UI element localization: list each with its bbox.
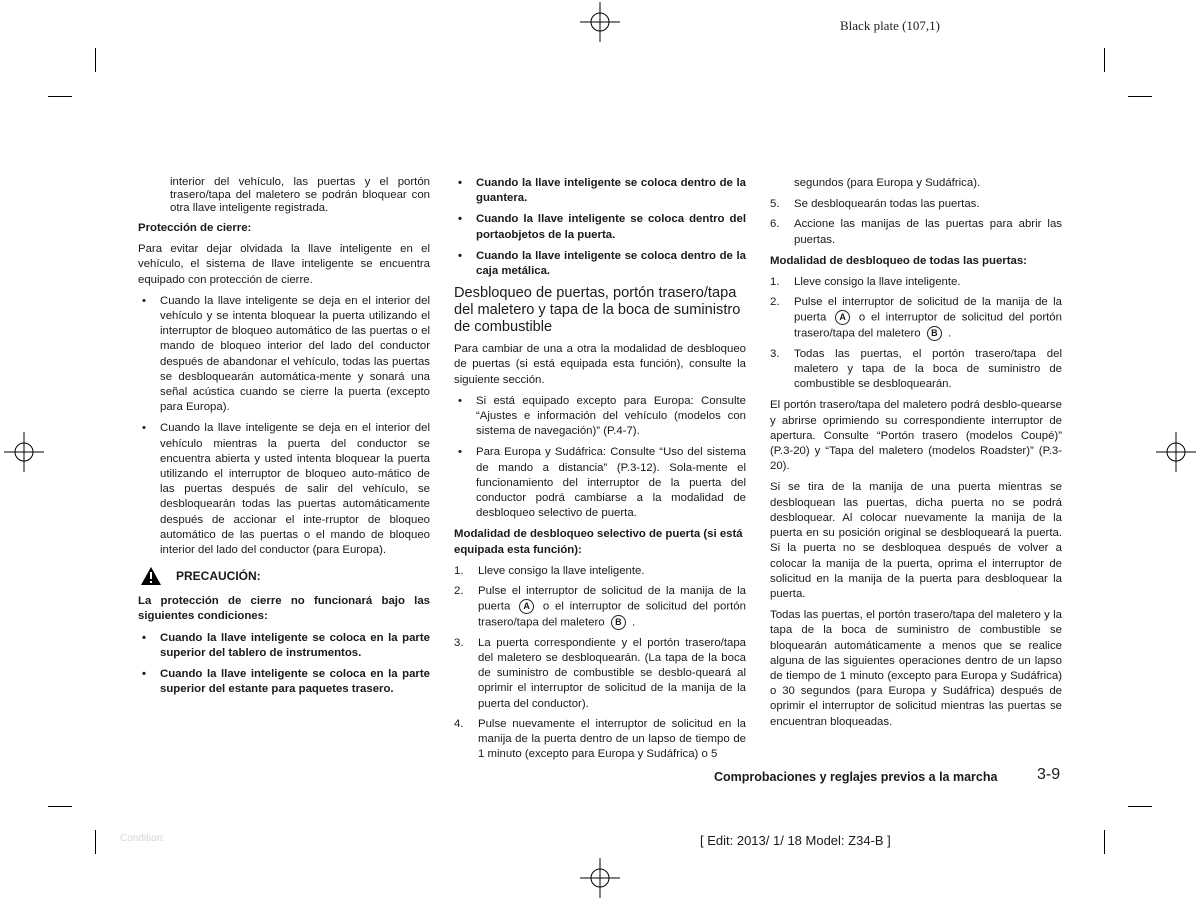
paragraph: Si se tira de la manija de una puerta mientras se desbloquean las puertas, dicha puerta no se podrá desbloquear. Al colocar nuevamente la manija de la puerta en su posición original se desbloqueará la puerta. Si la puerta no se desbloquea después de volver a colocar la manija de la puerta, oprima el interruptor de solicitud en la manija de la puerta para desbloquear la puerta. bbox=[770, 481, 1062, 600]
paragraph: El portón trasero/tapa del maletero podrá desblo-quearse y abrirse oprimiendo su correspondiente interruptor de apertura. Consulte “Portón trasero (modelos Coupé)” (P.3-20) y “Tapa del maletero (modelos Roadster)” (P.3-20). bbox=[770, 399, 1062, 473]
caution-list-cont bbox=[454, 176, 746, 279]
step-item: 4. Pulse nuevamente el interruptor de solicitud en la manija de la puerta dentro de un lapso de tiempo de 1 minuto (excepto para Europa y Sudáfrica) o 5 bbox=[454, 717, 746, 761]
section-list bbox=[454, 394, 746, 522]
crop-mark bbox=[48, 806, 72, 807]
step-item: 3. La puerta correspondiente y el portón trasero/tapa del maletero se desbloquearán. (La tapa de la boca de suministro de combustible se desblo-queará al oprimir el interruptor de solicitud de la manija de la puerta del conductor). bbox=[454, 636, 746, 710]
all-doors-heading: Modalidad de desbloqueo de todas las puertas: bbox=[770, 254, 1027, 267]
list-item: • Cuando la llave inteligente se deja en el interior del vehículo y se intenta bloquear la puerta utilizando el interruptor de bloqueo automático de las puertas o el mando de bloqueo interior del lado del conductor después de abandonar el vehículo, todas las puertas se desbloquearán automática-mente y sonará una señal acústica cuando se cierre la puerta (excepto para Europa). bbox=[138, 294, 430, 416]
step-item: 1. Lleve consigo la llave inteligente. bbox=[770, 276, 961, 289]
crop-mark bbox=[48, 96, 72, 97]
protection-list bbox=[138, 294, 430, 558]
edit-info: [ Edit: 2013/ 1/ 18 Model: Z34-B ] bbox=[700, 833, 891, 848]
condition-label: Condition: bbox=[120, 833, 166, 844]
caution-list bbox=[138, 631, 430, 698]
registration-target-icon bbox=[4, 432, 44, 472]
plate-label: Black plate (107,1) bbox=[840, 18, 940, 33]
caution-header bbox=[140, 566, 430, 586]
crop-mark bbox=[95, 830, 96, 854]
registration-target-icon bbox=[580, 858, 620, 898]
paragraph: Todas las puertas, el portón trasero/tapa del maletero y la tapa de la boca de suministro de combustible se bloquearán automáticamente a menos que se realice alguna de las siguientes operaciones dentro de un lapso de tiempo de 1 minuto (excepto para Europa y Sudáfrica) o 30 segundos (para Europa y Sudáfrica) después de oprimir el interruptor de solicitud mientras las puertas se encuentran bloqueadas. bbox=[770, 609, 1062, 728]
crop-mark bbox=[1128, 96, 1152, 97]
selective-steps bbox=[454, 564, 746, 762]
list-item: • Cuando la llave inteligente se coloca en la parte superior del estante para paquetes trasero. bbox=[138, 667, 430, 697]
crop-mark bbox=[1104, 48, 1105, 72]
protection-text: Para evitar dejar olvidada la llave inteligente en el vehículo, el sistema de llave inteligente se encuentra equipado con protección de cierre. bbox=[138, 243, 430, 286]
list-item: • Cuando la llave inteligente se coloca dentro de la caja metálica. bbox=[454, 249, 746, 279]
callout-b-icon: B bbox=[927, 326, 942, 341]
list-item: • Cuando la llave inteligente se coloca en la parte superior del tablero de instrumentos. bbox=[138, 631, 430, 661]
list-item: • Si está equipado excepto para Europa: Consulte “Ajustes e información del vehículo (modelos con sistema de navegación)” (P.4-7). bbox=[454, 394, 746, 440]
caution-label: PRECAUCIÓN: bbox=[176, 568, 261, 583]
step-item: 2. Pulse el interruptor de solicitud de la manija de la puerta A o el interruptor de solicitud del portón trasero/tapa del maletero B . bbox=[454, 585, 746, 629]
callout-a-icon: A bbox=[519, 599, 534, 614]
callout-b-icon: B bbox=[611, 615, 626, 630]
step-item: 1. Lleve consigo la llave inteligente. bbox=[454, 564, 645, 577]
list-item: • Cuando la llave inteligente se coloca dentro de la guantera. bbox=[454, 176, 746, 206]
crop-mark bbox=[95, 48, 96, 72]
section-footer-title: Comprobaciones y reglajes previos a la marcha bbox=[714, 770, 998, 784]
registration-target-icon bbox=[1156, 432, 1196, 472]
step-item: 5. Se desbloquearán todas las puertas. bbox=[770, 198, 980, 211]
list-item: • Cuando la llave inteligente se deja en el interior del vehículo mientras la puerta del conductor se encuentra abierta y usted intenta bloquear la puerta utilizando el interruptor de bloqueo auto-mático de las puertas después de salir del vehículo, se desbloquearán todas las puertas automáticamente después de accionar el inte-rruptor de bloqueo automático de las puertas o el mando de bloqueo interior del lado del conductor (para Europa). bbox=[138, 421, 430, 558]
list-item: • Cuando la llave inteligente se coloca dentro del portaobjetos de la puerta. bbox=[454, 212, 746, 242]
all-doors-steps bbox=[770, 275, 1062, 392]
left-column bbox=[138, 176, 430, 703]
step-continuation: segundos (para Europa y Sudáfrica). bbox=[794, 177, 981, 189]
page-number: 3-9 bbox=[1037, 766, 1061, 783]
selective-heading: Modalidad de desbloqueo selectivo de puerta (si está equipada esta función): bbox=[454, 528, 743, 556]
crop-mark bbox=[1104, 830, 1105, 854]
registration-target-icon bbox=[580, 2, 620, 42]
warning-icon bbox=[140, 566, 162, 586]
section-heading: Desbloqueo de puertas, portón trasero/tapa del maletero y tapa de la boca de suministro de combustible bbox=[454, 285, 741, 336]
middle-column bbox=[454, 176, 746, 768]
protection-heading: Protección de cierre: bbox=[138, 222, 252, 234]
section-text: Para cambiar de una a otra la modalidad de desbloqueo de puertas (si está equipada esta función), consulte la siguiente sección. bbox=[454, 343, 746, 386]
step-item: 3. Todas las puertas, el portón trasero/tapa del maletero y tapa de la boca de suministro de combustible se desbloquearán. bbox=[770, 347, 1062, 391]
step-item: 6. Accione las manijas de las puertas para abrir las puertas. bbox=[770, 218, 1062, 246]
caution-text: La protección de cierre no funcionará bajo las siguientes condiciones: bbox=[138, 595, 430, 623]
crop-mark bbox=[1128, 806, 1152, 807]
right-column bbox=[770, 176, 1062, 736]
step-item: 2. Pulse el interruptor de solicitud de la manija de la puerta A o el interruptor de solicitud del portón trasero/tapa del maletero B . bbox=[770, 296, 1062, 340]
list-item: • Para Europa y Sudáfrica: Consulte “Uso del sistema de mando a distancia” (P.3-12). Sola-mente el funcionamiento del interruptor de la puerta del conductor podrá cambiarse a la modalidad de desbloqueo selectivo de puerta. bbox=[454, 445, 746, 521]
intro-paragraph: interior del vehículo, las puertas y el portón trasero/tapa del maletero se podrán bloquear con otra llave inteligente registrada. bbox=[170, 176, 430, 214]
callout-a-icon: A bbox=[835, 310, 850, 325]
selective-steps-cont bbox=[770, 197, 1062, 248]
